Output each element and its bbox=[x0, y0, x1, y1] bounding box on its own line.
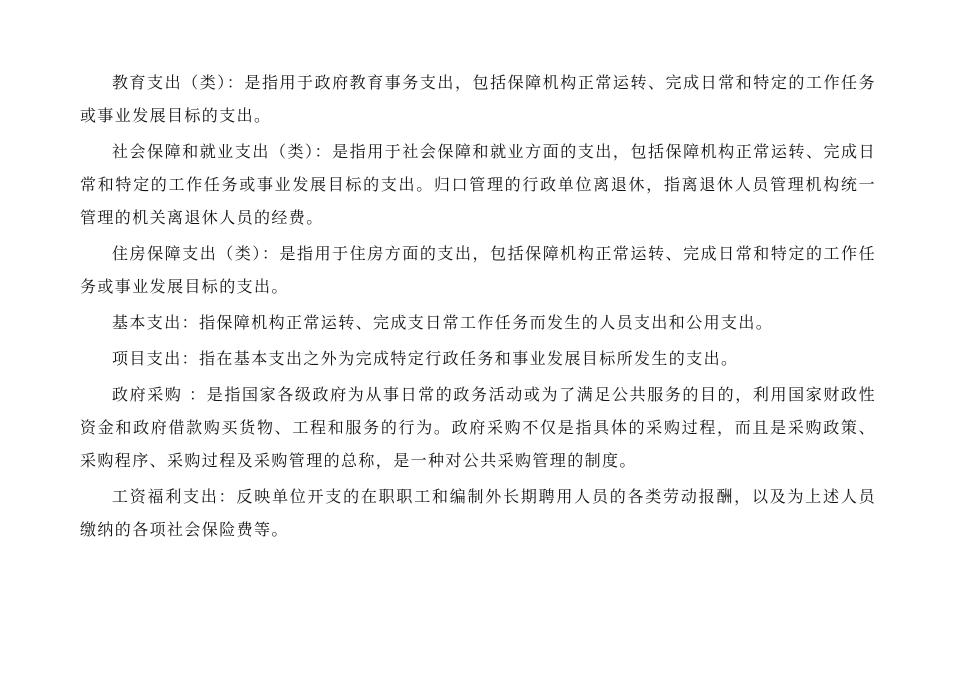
paragraph-government-procurement: 政府采购 ：是指国家各级政府为从事日常的政务活动或为了满足公共服务的目的，利用国家财政性资金和政府借款购买货物、工程和服务的行为。政府采购不仅是指具体的采购过程，而且是采购政策、采购程序、采购过程及采购管理的总称，是一种对公共采购管理的制度。 bbox=[80, 385, 876, 470]
paragraph-housing-expenditure: 住房保障支出（类）：是指用于住房方面的支出，包括保障机构正常运转、完成日常和特定的工作任务或事业发展目标的支出。 bbox=[80, 244, 876, 296]
paragraph-basic-expenditure: 基本支出：指保障机构正常运转、完成支日常工作任务而发生的人员支出和公用支出。 bbox=[112, 313, 774, 332]
paragraph-project-expenditure: 项目支出：指在基本支出之外为完成特定行政任务和事业发展目标所发生的支出。 bbox=[112, 349, 739, 368]
paragraph-education-expenditure: 教育支出（类）：是指用于政府教育事务支出，包括保障机构正常运转、完成日常和特定的工作任务或事业发展目标的支出。 bbox=[80, 73, 876, 125]
document-body bbox=[80, 66, 876, 549]
paragraph-wages-welfare-expenditure: 工资福利支出：反映单位开支的在职职工和编制外长期聘用人员的各类劳动报酬，以及为上述人员缴纳的各项社会保险费等。 bbox=[80, 487, 876, 539]
paragraph-social-security-expenditure: 社会保障和就业支出（类）：是指用于社会保障和就业方面的支出，包括保障机构正常运转、完成日常和特定的工作任务或事业发展目标的支出。归口管理的行政单位离退休，指离退休人员管理机构统一管理的机关离退休人员的经费。 bbox=[80, 142, 876, 227]
